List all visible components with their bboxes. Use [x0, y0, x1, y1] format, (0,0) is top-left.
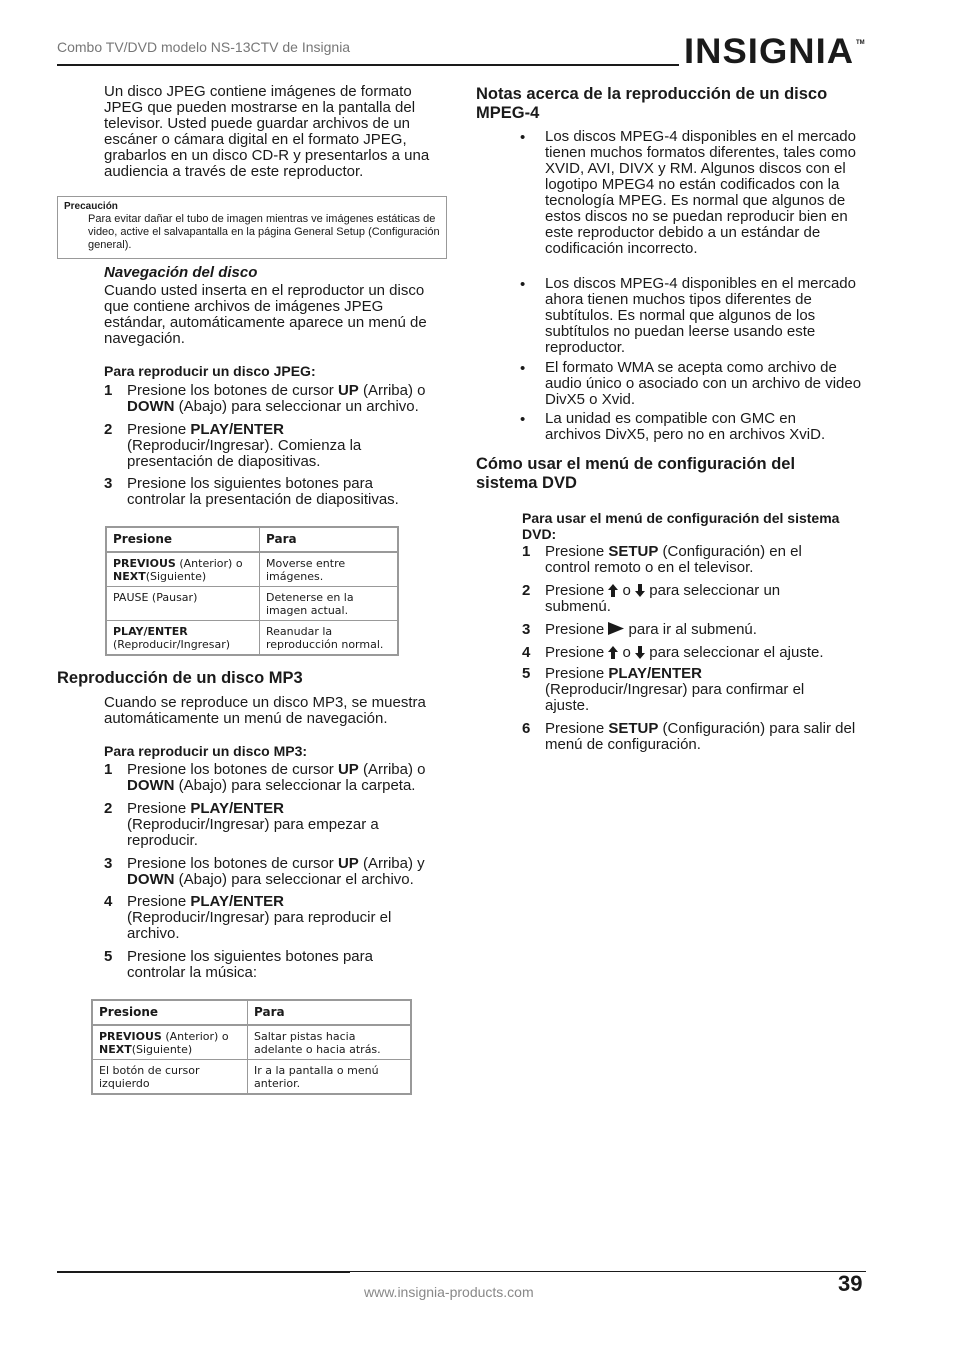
footer-url: www.insignia-products.com — [364, 1284, 534, 1300]
mp3-procedure-title: Para reproducir un disco MP3: — [104, 743, 308, 759]
table-row: PREVIOUS (Anterior) o NEXT(Siguiente) Moverse entre imágenes. — [106, 552, 398, 587]
bullet-item: • Los discos MPEG-4 disponibles en el mercado ahora tienen muchos tipos diferentes de subtítulos. Es normal que algunos de los subtítulos no puedan leerse usando este reproductor. — [520, 275, 856, 356]
caution-box — [57, 196, 447, 259]
step-number: 4 — [104, 893, 113, 910]
running-header: Combo TV/DVD modelo NS-13CTV de Insignia — [57, 39, 351, 55]
step — [104, 762, 449, 794]
trademark-mark: TM — [856, 40, 865, 46]
jpeg-intro: Un disco JPEG contiene imágenes de formato JPEG que pueden mostrarse en la pantalla del televisor. Usted puede guardar archivos de un escáner o cámara digital en el formato JPEG, grabarlos en un disco CD-R y presentarlos a una audiencia a través de este reproductor. — [104, 83, 430, 180]
step-text: Presione los botones de cursor UP (Arriba) o DOWN (Abajo) para seleccionar la carpeta. — [127, 761, 426, 794]
bullet-icon: • — [520, 276, 526, 293]
jpeg-procedure-title: Para reproducir un disco JPEG: — [104, 363, 316, 379]
down-arrow-icon — [635, 584, 645, 597]
footer-rule-thin — [350, 1271, 866, 1272]
table-row: PAUSE (Pausar) Detenerse en la imagen actual. — [106, 587, 398, 621]
caution-title: Precaución — [64, 201, 118, 212]
table-header: Presione — [92, 1000, 248, 1025]
step-text: Presione SETUP (Configuración) en el control remoto o en el televisor. — [545, 543, 802, 576]
down-arrow-icon — [635, 646, 645, 659]
step-number: 3 — [104, 475, 113, 492]
step — [104, 383, 449, 415]
step-number: 5 — [522, 665, 531, 682]
step-number: 6 — [522, 720, 531, 737]
step-text: Presione PLAY/ENTER (Reproducir/Ingresar) para confirmar el ajuste. — [545, 665, 805, 714]
step — [522, 645, 862, 661]
step — [522, 544, 862, 576]
step — [522, 666, 862, 714]
up-arrow-icon — [608, 646, 618, 659]
step-number: 1 — [522, 543, 531, 560]
step-text: Presione PLAY/ENTER (Reproducir/Ingresar) para empezar a reproducir. — [127, 800, 379, 849]
bullet-item: • La unidad es compatible con GMC en archivos DivX5, pero no en archivos XviD. — [520, 410, 826, 443]
mp3-section-title: Reproducción de un disco MP3 — [57, 669, 303, 687]
table-header: Presione — [106, 527, 260, 552]
page-number: 39 — [838, 1271, 863, 1296]
step-number: 2 — [104, 800, 113, 817]
table-header: Para — [248, 1000, 412, 1025]
step — [522, 583, 862, 615]
step-number: 1 — [104, 382, 113, 399]
table-row: PLAY/ENTER (Reproducir/Ingresar) Reanudar la reproducción normal. — [106, 621, 398, 656]
mp3-intro: Cuando se reproduce un disco MP3, se muestra automáticamente un menú de navegación. — [104, 694, 426, 727]
step-number: 3 — [104, 855, 113, 872]
step-text: Presione o para seleccionar un submenú. — [545, 582, 781, 615]
step-text: Presione los botones de cursor UP (Arriba) y DOWN (Abajo) para seleccionar el archivo. — [127, 855, 425, 888]
step-number: 3 — [522, 621, 531, 638]
right-arrow-icon — [608, 622, 624, 635]
step-number: 5 — [104, 948, 113, 965]
step — [104, 949, 449, 981]
table-row: PREVIOUS (Anterior) o NEXT(Siguiente) Saltar pistas hacia adelante o hacia atrás. — [92, 1025, 411, 1060]
up-arrow-icon — [608, 584, 618, 597]
step-text: Presione para ir al submenú. — [545, 621, 757, 638]
jpeg-button-table — [105, 526, 399, 656]
bullet-item: • Los discos MPEG-4 disponibles en el mercado tienen muchos formatos diferentes, tales como XVID, AVI, DIVX y RM. Algunos discos con el logotipo MPEG4 no están codificados con la tecnología MPEG. Es normal que algunos de estos discos no se puedan reproducir bien en este reproductor debido a un estándar de codificación incorrecto. — [520, 128, 856, 257]
step — [522, 721, 862, 753]
step-text: Presione los botones de cursor UP (Arriba) o DOWN (Abajo) para seleccionar un archivo. — [127, 382, 426, 415]
step-number: 2 — [104, 421, 113, 438]
step-number: 4 — [522, 644, 531, 661]
bullet-icon: • — [520, 411, 526, 428]
step — [104, 476, 449, 508]
step-text: Presione SETUP (Configuración) para salir del menú de configuración. — [545, 720, 856, 753]
step — [104, 894, 449, 942]
nav-title: Navegación del disco — [104, 264, 258, 281]
table-row: El botón de cursor izquierdo Ir a la pantalla o menú anterior. — [92, 1060, 411, 1095]
dvd-setup-section-title: Cómo usar el menú de configuración del sistema DVD — [476, 455, 796, 492]
bullet-item: • El formato WMA se acepta como archivo de audio único o asociado con un archivo de video DivX5 o Xvid. — [520, 359, 862, 408]
step-text: Presione los siguientes botones para controlar la presentación de diapositivas. — [127, 475, 399, 508]
step-text: Presione los siguientes botones para controlar la música: — [127, 948, 373, 981]
mpeg4-section-title: Notas acerca de la reproducción de un disco MPEG-4 — [476, 85, 828, 122]
footer-rule — [57, 1271, 350, 1273]
header-rule — [57, 64, 679, 66]
bullet-icon: • — [520, 360, 526, 377]
nav-body: Cuando usted inserta en el reproductor un disco que contiene archivos de imágenes JPEG estándar, automáticamente aparece un menú de navegación. — [104, 282, 427, 347]
step-text: Presione PLAY/ENTER (Reproducir/Ingresar) para reproducir el archivo. — [127, 893, 392, 942]
dvd-procedure-title: Para usar el menú de configuración del sistema DVD: — [522, 510, 840, 542]
step — [104, 422, 449, 470]
step — [104, 801, 449, 849]
step — [104, 856, 449, 888]
step-text: Presione o para seleccionar el ajuste. — [545, 644, 824, 661]
bullet-icon: • — [520, 129, 526, 146]
mp3-button-table — [91, 999, 412, 1095]
step-number: 1 — [104, 761, 113, 778]
caution-body: Para evitar dañar el tubo de imagen mientras ve imágenes estáticas de video, active el salvapantalla en la página General Setup (Configuración general). — [88, 213, 440, 251]
step — [522, 622, 862, 638]
step-number: 2 — [522, 582, 531, 599]
insignia-logo: INSIGNIA — [684, 32, 855, 71]
step-text: Presione PLAY/ENTER (Reproducir/Ingresar). Comienza la presentación de diapositivas. — [127, 421, 362, 470]
table-header: Para — [260, 527, 399, 552]
